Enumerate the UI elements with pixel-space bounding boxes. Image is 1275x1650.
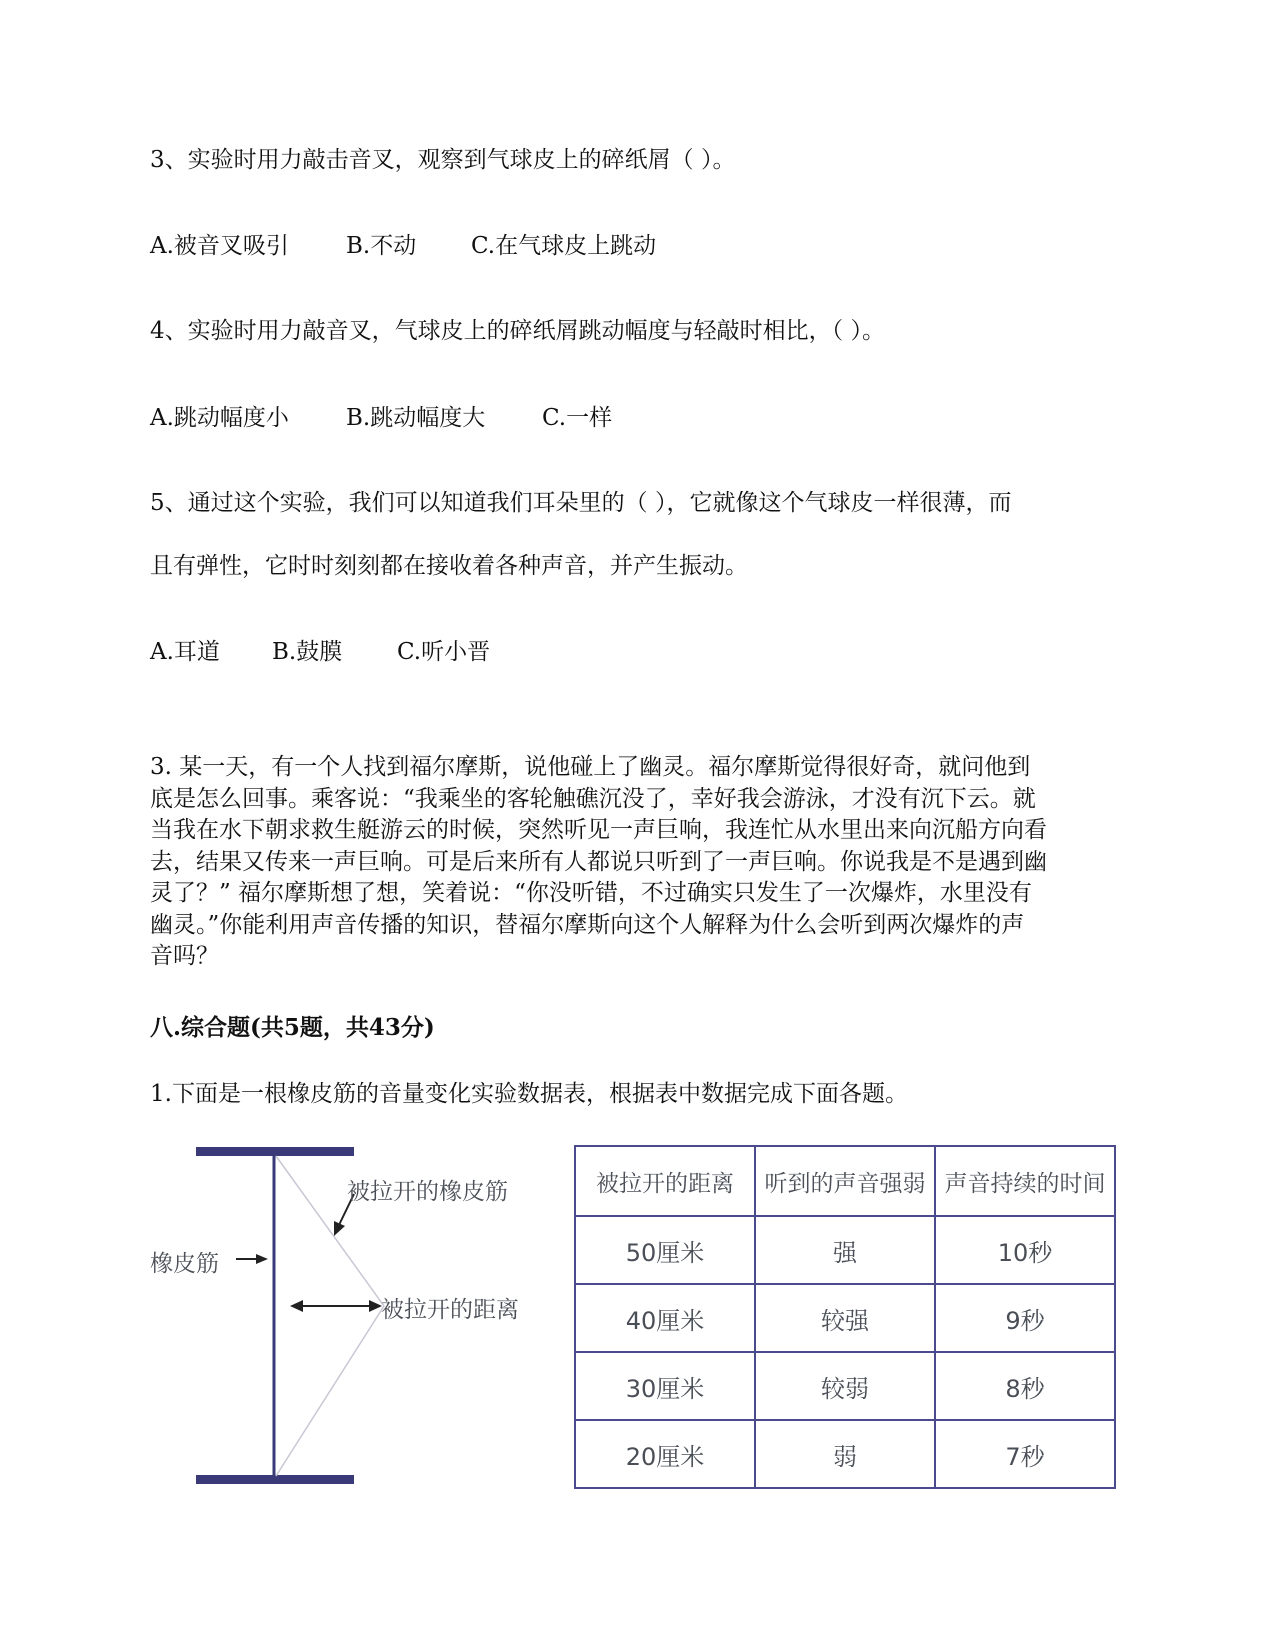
option-a: A.跳动幅度小 <box>150 405 289 431</box>
label-rubber-band: 橡皮筋 <box>150 1251 219 1277</box>
question-4-options <box>150 403 612 433</box>
rubber-band-diagram <box>150 1128 560 1508</box>
section-title: 八.综合题(共5题，共43分) <box>150 1014 435 1041</box>
option-b: B.跳动幅度大 <box>346 405 486 431</box>
option-a: A.耳道 <box>150 639 220 665</box>
option-b: B.不动 <box>346 233 417 259</box>
question-5-stem-line-2: 且有弹性，它时时刻刻都在接收着各种声音，并产生振动。 <box>150 553 748 579</box>
bottom-bar <box>196 1475 354 1484</box>
question-3-stem: 3、实验时用力敲击音叉，观察到气球皮上的碎纸屑（ ）。 <box>150 147 736 173</box>
experiment-data-table <box>574 1145 1116 1489</box>
table-row <box>575 1420 1115 1488</box>
option-c: C.听小晋 <box>397 639 491 665</box>
option-b: B.鼓膜 <box>272 639 343 665</box>
passage-line: 去，结果又传来一声巨响。可是后来所有人都说只听到了一声巨响。你说我是不是遇到幽 <box>150 848 1047 875</box>
passage-line: 幽灵。”你能利用声音传播的知识，替福尔摩斯向这个人解释为什么会听到两次爆炸的声 <box>150 911 1025 938</box>
passage-line: 音吗？ <box>150 943 219 969</box>
distance-arrow-left <box>290 1300 303 1312</box>
table-cell: 弱 <box>755 1420 935 1488</box>
table-row <box>575 1352 1115 1420</box>
passage-line: 当我在水下朝求救生艇游云的时候，突然听见一声巨响，我连忙从水里出来向沉船方向看 <box>150 817 1047 843</box>
column-header: 声音持续的时间 <box>935 1146 1115 1216</box>
table-cell: 30厘米 <box>575 1352 755 1420</box>
question-8-1-stem: 1.下面是一根橡皮筋的音量变化实验数据表，根据表中数据完成下面各题。 <box>150 1081 908 1107</box>
question-3-options <box>150 231 656 261</box>
table-cell: 8秒 <box>935 1352 1115 1420</box>
table-cell: 20厘米 <box>575 1420 755 1488</box>
table-cell: 较弱 <box>755 1352 935 1420</box>
table-cell: 50厘米 <box>575 1216 755 1284</box>
band-pointer-arrow <box>256 1254 268 1264</box>
table-cell: 10秒 <box>935 1216 1115 1284</box>
table-row <box>575 1216 1115 1284</box>
table-cell: 7秒 <box>935 1420 1115 1488</box>
column-header: 被拉开的距离 <box>575 1146 755 1216</box>
label-distance: 被拉开的距离 <box>381 1297 519 1323</box>
question-4-stem: 4、实验时用力敲音叉，气球皮上的碎纸屑跳动幅度与轻敲时相比，（ ）。 <box>150 318 885 344</box>
question-5-options <box>150 637 490 667</box>
passage-line: 灵了？” 福尔摩斯想了想，笑着说：“你没听错，不过确实只发生了一次爆炸，水里没有 <box>150 880 1032 906</box>
column-header: 听到的声音强弱 <box>755 1146 935 1216</box>
passage-question <box>150 752 1130 973</box>
question-5-stem-line-1: 5、通过这个实验，我们可以知道我们耳朵里的（ ），它就像这个气球皮一样很薄，而 <box>150 490 1012 516</box>
table-header-row <box>575 1146 1115 1216</box>
table-cell: 强 <box>755 1216 935 1284</box>
passage-line: 3. 某一天，有一个人找到福尔摩斯，说他碰上了幽灵。福尔摩斯觉得很好奇，就问他到 <box>150 754 1031 780</box>
top-bar <box>196 1147 354 1156</box>
option-c: C.在气球皮上跳动 <box>471 233 657 259</box>
option-a: A.被音叉吸引 <box>150 233 289 259</box>
table-cell: 40厘米 <box>575 1284 755 1352</box>
table-cell: 9秒 <box>935 1284 1115 1352</box>
table-cell: 较强 <box>755 1284 935 1352</box>
table-row <box>575 1284 1115 1352</box>
option-c: C.一样 <box>542 405 613 431</box>
label-stretched-band: 被拉开的橡皮筋 <box>347 1179 508 1205</box>
passage-line: 底是怎么回事。乘客说：“我乘坐的客轮触礁沉没了，幸好我会游泳，才没有沉下云。就 <box>150 785 1036 812</box>
